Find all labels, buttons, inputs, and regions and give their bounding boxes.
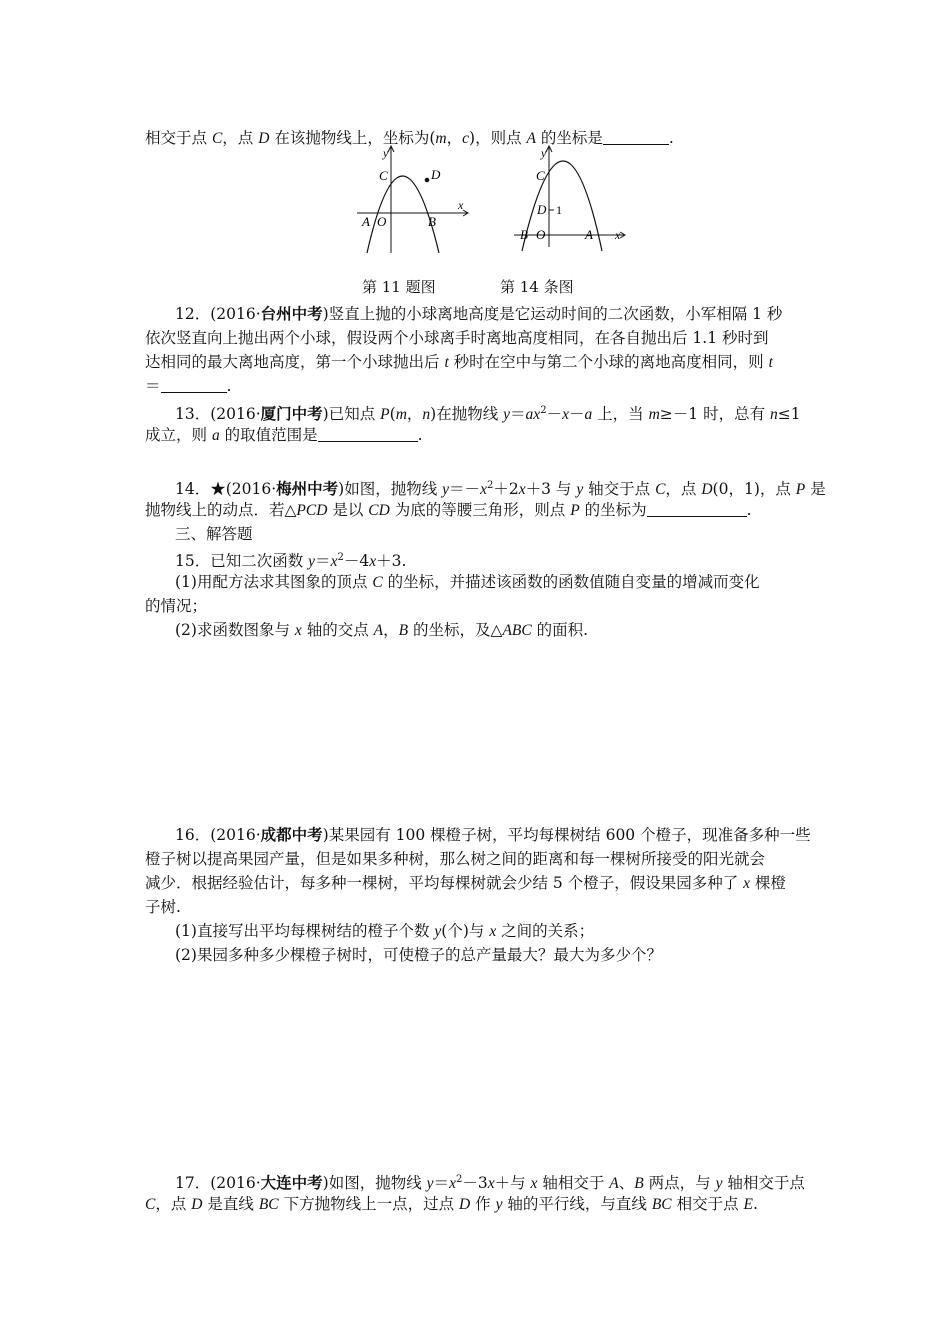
q12-line-1: 12．(2016·台州中考)竖直上抛的小球离地高度是它运动时间的二次函数，小军相隔 1 秒 <box>175 304 783 323</box>
answer-blank[interactable] <box>318 425 418 442</box>
label-c: C <box>379 168 388 183</box>
figure-14-graph <box>512 143 632 255</box>
label-c: C <box>536 168 545 183</box>
label-y: y <box>541 146 547 160</box>
q15-line-3: 的情况； <box>145 597 208 615</box>
label-a: A <box>362 214 370 229</box>
label-x: x <box>458 198 464 212</box>
figure-11-caption: 第 11 题图 <box>362 278 436 296</box>
q11-text: 相交于点 C，点 D 在该抛物线上，坐标为(m，c)，则点 A 的坐标是 . <box>145 129 674 147</box>
q13-line-1: 13．(2016·厦门中考)已知点 P(m，n)在抛物线 $y=ax^2-x-a$ 上，当 m≥－1 时，总有 n≤1 <box>175 404 801 424</box>
q15-line-1: 15．已知二次函数 $y=x^2-4x+3$. <box>175 552 407 571</box>
q12-line-2: 依次竖直向上抛出两个小球，假设两个小球离手时离地高度相同，在各自抛出后 1.1 秒时到 <box>145 329 769 347</box>
q12-line-3: 达相同的最大离地高度，第一个小球抛出后 t 秒时在空中与第二个小球的离地高度相同，则 t <box>145 353 773 371</box>
q15-line-4: (2)求函数图象与 x 轴的交点 A，B 的坐标，及△ABC 的面积. <box>175 621 589 639</box>
q17-line-1: 17．(2016·大连中考)如图，抛物线 $y=x^2-3x+$与 x 轴相交于 A、B 两点，与 y 轴相交于点 <box>175 1173 805 1193</box>
point-d-dot <box>425 178 430 183</box>
label-x: x <box>615 228 621 242</box>
q16-line-5: (1)直接写出平均每棵树结的橙子个数 y(个)与 x 之间的关系； <box>175 922 595 940</box>
label-one: 1 <box>556 203 562 217</box>
q16-line-6: (2)果园多种多少棵橙子树时，可使橙子的总产量最大？最大为多少个？ <box>175 946 662 964</box>
q14-line-2: 抛物线上的动点．若△PCD 是以 CD 为底的等腰三角形，则点 P 的坐标为 . <box>145 501 752 519</box>
label-y: y <box>383 146 389 160</box>
label-b: B <box>520 227 528 242</box>
q16-line-1: 16．(2016·成都中考)某果园有 100 棵橙子树，平均每棵树结 600 个橙子，现准备多种一些 <box>175 825 811 844</box>
label-o: O <box>536 227 546 242</box>
figure-14-caption: 第 14 条图 <box>500 278 574 296</box>
q14-line-1: 14．★(2016·梅州中考)如图，抛物线 $y=-x^2+2x+3$ 与 y 轴交于点 C，点 D(0，1)，点 P 是 <box>175 479 826 499</box>
label-b: B <box>428 214 436 229</box>
answer-blank[interactable] <box>161 376 227 393</box>
q15-line-2: (1)用配方法求其图象的顶点 C 的坐标，并描述该函数的函数值随自变量的增减而变化 <box>175 573 760 591</box>
section-heading: 三、解答题 <box>175 525 253 543</box>
q16-line-4: 子树. <box>145 898 181 916</box>
q12-line-4: ＝ . <box>145 377 232 395</box>
figure-11-graph <box>355 143 475 255</box>
label-a: A <box>585 227 593 242</box>
q16-line-2: 橙子树以提高果园产量，但是如果多种树，那么树之间的距离和每一棵树所接受的阳光就会 <box>145 850 766 868</box>
q17-line-2: C，点 D 是直线 BC 下方抛物线上一点，过点 D 作 y 轴的平行线，与直线 BC 相交于点 E. <box>145 1195 758 1213</box>
answer-blank[interactable] <box>647 500 747 517</box>
label-o: O <box>377 214 387 229</box>
q16-line-3: 减少．根据经验估计，每多种一棵树，平均每棵树就会少结 5 个橙子，假设果园多种了 x 棵橙 <box>145 874 786 892</box>
label-d: D <box>537 202 547 217</box>
label-d: D <box>431 167 441 182</box>
q13-line-2: 成立，则 a 的取值范围是 . <box>145 426 423 444</box>
